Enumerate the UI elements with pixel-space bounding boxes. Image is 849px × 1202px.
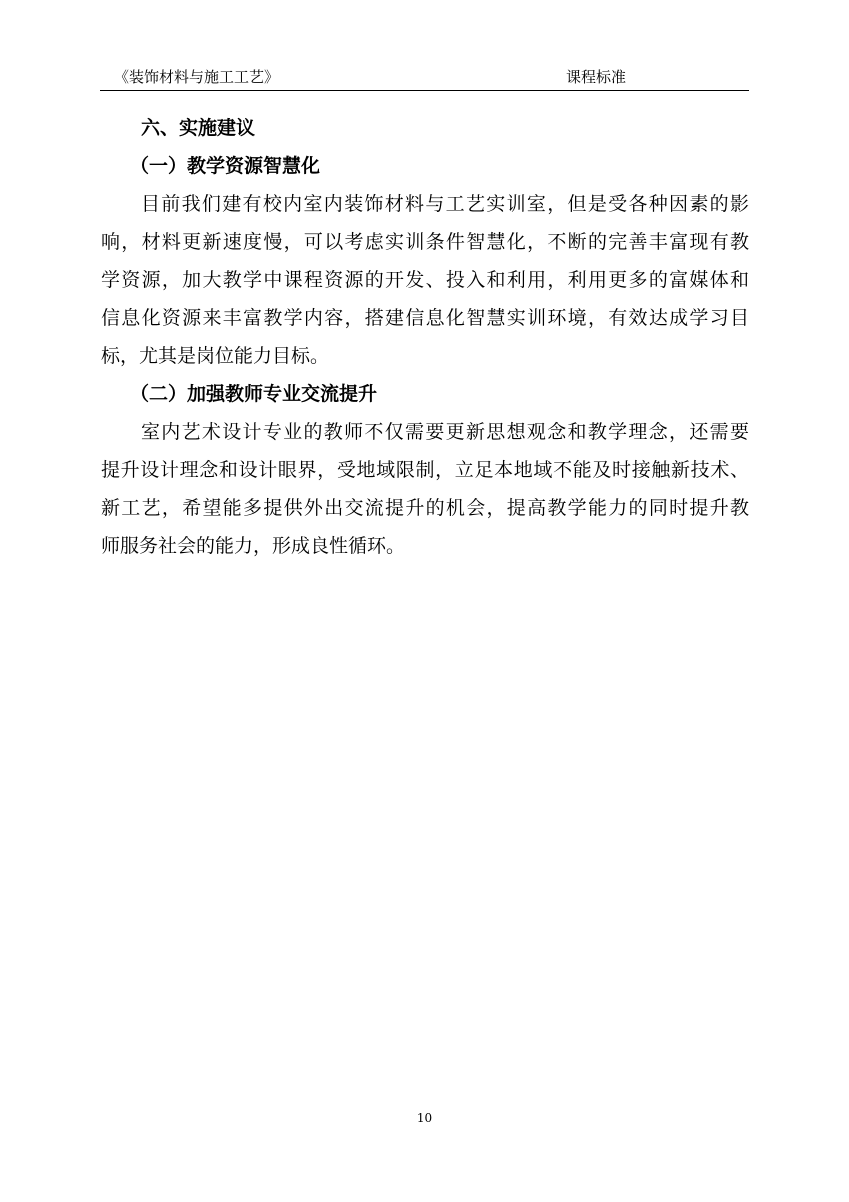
paragraph-line: 学资源，加大教学中课程资源的开发、投入和利用，利用更多的富媒体和 [101,269,749,291]
page-number: 10 [416,1111,433,1125]
paragraph-line: 响，材料更新速度慢，可以考虑实训条件智慧化，不断的完善丰富现有教 [101,231,749,253]
paragraph-line: 新工艺，希望能多提供外出交流提升的机会，提高教学能力的同时提升教 [101,497,749,519]
paragraph-2 [101,413,749,565]
header-doc-type: 课程标准 [566,68,627,86]
paragraph-line: 提升设计理念和设计眼界，受地域限制，立足本地域不能及时接触新技术、 [101,459,749,481]
paragraph-line: 室内艺术设计专业的教师不仅需要更新思想观念和教学理念，还需要 [141,421,749,443]
paragraph-line: 目前我们建有校内室内装饰材料与工艺实训室，但是受各种因素的影 [141,193,749,215]
page-body [101,109,749,565]
paragraph-1 [101,185,749,375]
subsection-heading-1: （一）教学资源智慧化 [130,155,321,177]
paragraph-line: 师服务社会的能力，形成良性循环。 [101,535,406,557]
paragraph-line: 标，尤其是岗位能力目标。 [101,345,330,367]
section-heading: 六、实施建议 [141,117,256,139]
subsection-heading-2: （二）加强教师专业交流提升 [130,383,378,405]
paragraph-line: 信息化资源来丰富教学内容，搭建信息化智慧实训环境，有效达成学习目 [101,307,749,329]
header-course-title: 《装饰材料与施工工艺》 [114,68,280,86]
page-header [100,62,749,91]
